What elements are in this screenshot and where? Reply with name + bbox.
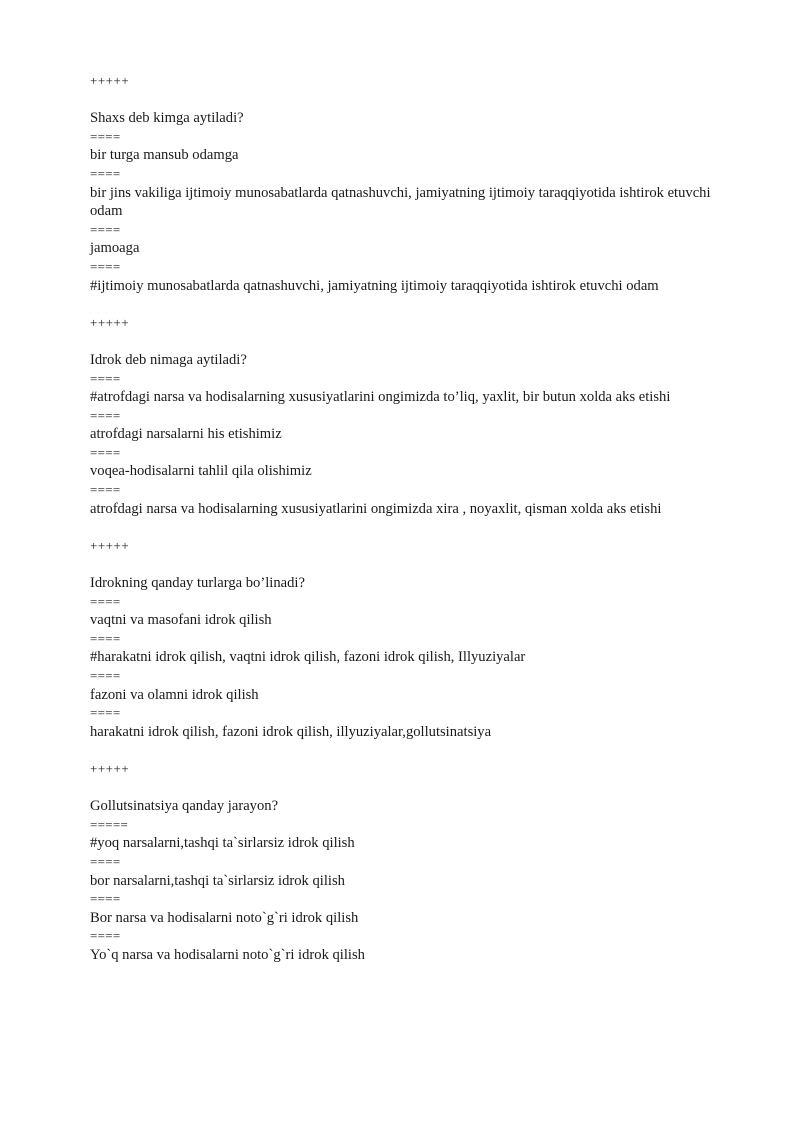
option-divider: ====	[90, 593, 121, 609]
option-divider: ====	[90, 482, 121, 498]
document-page	[90, 72, 720, 983]
option-divider: ====	[90, 891, 121, 907]
answer-option-correct: #harakatni idrok qilish, vaqtni idrok qilish, fazoni idrok qilish, Illyuziyalar	[90, 649, 526, 666]
option-divider: ====	[90, 928, 121, 944]
option-divider: ====	[90, 370, 121, 386]
question-separator: +++++	[90, 760, 130, 776]
option-divider: ====	[90, 853, 121, 869]
option-divider: ====	[90, 407, 121, 423]
option-divider: ====	[90, 165, 121, 181]
answer-option: atrofdagi narsalarni his etishimiz	[90, 426, 282, 443]
answer-option: atrofdagi narsa va hodisalarning xususiyatlarini ongimizda xira , noyaxlit, qisman xolda aks etishi	[90, 500, 662, 517]
option-divider: =====	[90, 816, 129, 832]
option-divider: ====	[90, 221, 121, 237]
question-block-2	[90, 314, 720, 519]
answer-option-correct: #yoq narsalarni,tashqi ta`sirlarsiz idrok qilish	[90, 835, 355, 852]
question-text: Idrokning qanday turlarga bo’linadi?	[90, 575, 305, 592]
answer-option: jamoaga	[90, 240, 140, 257]
option-divider: ====	[90, 668, 121, 683]
question-separator: +++++	[90, 537, 130, 553]
answer-option-correct: #atrofdagi narsa va hodisalarning xususiyatlarini ongimizda to’liq, yaxlit, bir butun xolda aks etishi	[90, 389, 671, 406]
answer-option: bor narsalarni,tashqi ta`sirlarsiz idrok qilish	[90, 872, 345, 889]
question-block-3	[90, 537, 720, 742]
answer-option: bir turga mansub odamga	[90, 147, 239, 164]
question-block-1	[90, 72, 720, 295]
answer-option: harakatni idrok qilish, fazoni idrok qilish, illyuziyalar,gollutsinatsiya	[90, 723, 492, 740]
answer-option: vaqtni va masofani idrok qilish	[90, 612, 272, 629]
answer-option: voqea-hodisalarni tahlil qila olishimiz	[90, 463, 312, 480]
question-text: Shaxs deb kimga aytiladi?	[90, 110, 244, 127]
answer-option: fazoni va olamni idrok qilish	[90, 686, 259, 703]
question-separator: +++++	[90, 73, 130, 88]
answer-option: bir jins vakiliga ijtimoiy munosabatlarda qatnashuvchi, jamiyatning ijtimoiy taraqqiyotida ishtirok etuvchi odam	[90, 184, 711, 220]
option-divider: ====	[90, 444, 121, 460]
answer-option-correct: #ijtimoiy munosabatlarda qatnashuvchi, jamiyatning ijtimoiy taraqqiyotida ishtirok etuvchi odam	[90, 277, 659, 294]
answer-option: Bor narsa va hodisalarni noto`g`ri idrok qilish	[90, 909, 359, 926]
option-divider: ====	[90, 630, 121, 646]
question-block-4	[90, 760, 720, 965]
question-separator: +++++	[90, 314, 130, 330]
option-divider: ====	[90, 258, 121, 274]
answer-option: Yo`q narsa va hodisalarni noto`g`ri idrok qilish	[90, 946, 365, 963]
question-text: Idrok deb nimaga aytiladi?	[90, 351, 247, 368]
question-text: Gollutsinatsiya qanday jarayon?	[90, 798, 279, 815]
option-divider: ====	[90, 128, 121, 144]
option-divider: ====	[90, 705, 121, 721]
